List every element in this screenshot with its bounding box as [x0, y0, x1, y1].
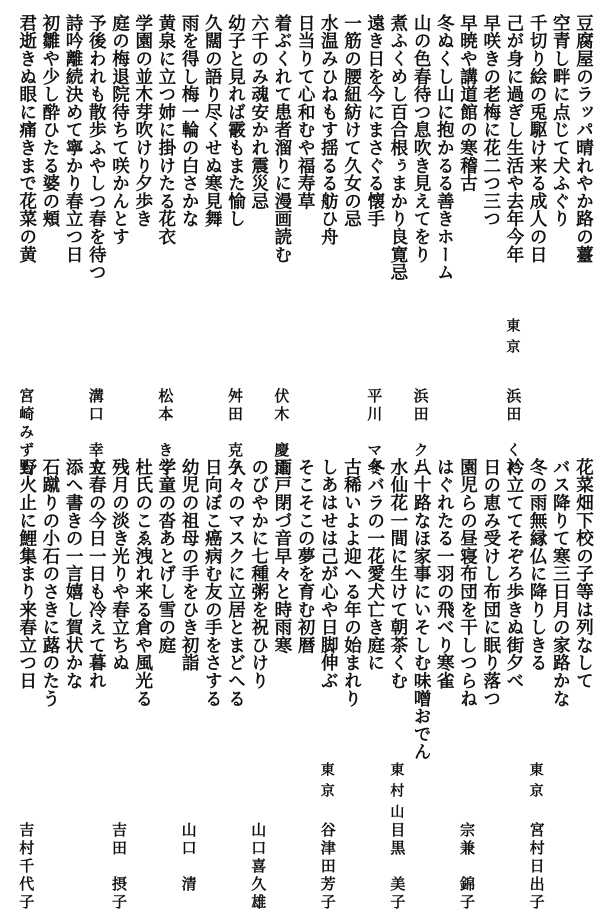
haiku-line: 着ぶくれて患者溜りに漫画読む	[271, 14, 292, 264]
haiku-line: 空青し畔に点じて犬ふぐり	[550, 14, 571, 228]
author-name: 松本 きく	[156, 388, 175, 478]
haiku-line: 幼子と見れば霰もまた愉し	[225, 14, 246, 228]
haiku-line: のびやかに七種粥を祝ひけり	[248, 458, 269, 690]
author-name: 吉村千代子	[17, 822, 36, 912]
author-location: 東村山	[388, 762, 405, 825]
haiku-line: 君逝きぬ眼に痛きまで花菜の黄	[16, 14, 37, 264]
haiku-line: 八十路なほ家事にいそしむ味噌おでん	[411, 458, 432, 761]
haiku-line: 残月の淡き光りや春立ちぬ	[109, 458, 130, 672]
haiku-line: 学園の並木芽吹けり夕歩き	[132, 14, 153, 228]
author-name: 山口喜久雄	[249, 822, 268, 912]
haiku-line: 黄泉に立つ姉に掛けたる花衣	[155, 14, 176, 246]
author-name: 山口 清	[179, 822, 198, 894]
author-name: 伏木 慶道	[272, 388, 291, 478]
haiku-line: 日向ぼこ癌病む友の手をさする	[202, 458, 223, 708]
haiku-line: 早暁や講道館の寒稽古	[457, 14, 478, 192]
haiku-line: 水温みひねもす揺るる舫ひ舟	[318, 14, 339, 246]
haiku-line: 煮ふくめし百合根ぅまかり良寛忌	[387, 14, 408, 281]
haiku-line: 遠き日を今にまさぐる懐手	[364, 14, 385, 228]
author-location: 東京	[318, 762, 335, 804]
haiku-line: 千切り絵の兎駆け来る成人の日	[527, 14, 548, 264]
author-name: 宮崎みずも	[17, 388, 36, 478]
author-name: 宗兼 錦子	[458, 822, 476, 912]
haiku-line: 詩吟離続決めて寧かり春立つ日	[63, 14, 84, 264]
haiku-line: 六千のみ魂安かれ震災忌	[248, 14, 269, 210]
author-name: 谷津田芳子	[318, 822, 337, 912]
author-name: 吉田 摂子	[110, 822, 128, 912]
haiku-line: 学童の沓あとげし雪の庭	[155, 458, 176, 654]
haiku-line: 冬ぬくし山に抱かるる善きホーム	[434, 14, 455, 281]
haiku-line: 幼児の祖母の手をひき初詣	[179, 458, 200, 672]
haiku-line: 立春の今日一日も冷えて暮れ	[86, 458, 107, 690]
haiku-line: 添へ書きの一言嬉し賀状かな	[63, 458, 84, 690]
author-name: 浜田 くに	[504, 388, 523, 478]
haiku-line: そこそこの夢を育む初暦	[295, 458, 316, 654]
haiku-line: 初雛や少し酔ひたる婆の頬	[39, 14, 60, 228]
haiku-line: 野火止に鯉集まり来春立つ日	[16, 458, 37, 690]
author-name: 浜田 クニ	[411, 388, 430, 478]
haiku-line: 雨を得し梅一輪の白さかな	[179, 14, 200, 228]
haiku-line: 一筋の腰紐紡けて久女の忌	[341, 14, 362, 228]
haiku-line: 己が身に過ぎし生活や去年今年	[503, 14, 524, 264]
haiku-line: 冬の雨無縁仏に降りしきる	[527, 458, 548, 672]
haiku-line: 山の色春待つ息吹き見えてをり	[411, 14, 432, 264]
haiku-line: 豆腐屋のラッパ晴れやか路の薹	[573, 14, 594, 264]
haiku-line: しあはせは己が心や日脚伸ぶ	[318, 458, 339, 690]
haiku-line: 早咲きの老梅に花二つ三つ	[480, 14, 501, 228]
haiku-line: はぐれたる一羽の飛べり寒雀	[434, 458, 455, 690]
author-name: 舛田 克子	[226, 388, 244, 478]
author-name: 目黒 美子	[388, 822, 407, 912]
haiku-line: バス降りて寒三日月の家路かな	[550, 458, 571, 708]
haiku-line: 日当りて心和むや福寿草	[295, 14, 316, 210]
haiku-line: 冬バラの一花愛犬亡き庭に	[364, 458, 385, 672]
haiku-line: 予後われも散歩ふやしつ春を待つ	[86, 14, 107, 281]
haiku-line: 久々のマスクに立居とまどへる	[225, 458, 246, 708]
author-location: 東京	[504, 318, 521, 360]
author-location: 東京	[527, 762, 544, 804]
haiku-line: 久闊の語り尽くせぬ寒見舞	[202, 14, 223, 228]
haiku-line: 庭の梅退院待ちて咲かんとす	[109, 14, 130, 246]
haiku-line: 杜氏のこゑ洩れ来る倉や風光る	[132, 458, 153, 708]
haiku-line: 花菜畑下校の子等は列なして	[573, 458, 594, 690]
haiku-line: 雨戸閉づ音早々と時雨寒	[271, 458, 292, 654]
haiku-line: 古稀いよよ迎へる年の始まれり	[341, 458, 362, 708]
author-name: 宮村日出子	[527, 822, 546, 912]
haiku-line: 水仙花一間に生けて朝茶くむ	[387, 458, 408, 690]
haiku-line: 園児らの昼寝布団を干しつらね	[457, 458, 478, 708]
haiku-line: 衿立ててそぞろ歩きぬ街夕べ	[503, 458, 524, 690]
author-name: 平川 マサ	[365, 388, 384, 478]
author-name: 溝口 幸夫	[86, 388, 105, 478]
haiku-line: 石蹴りの小石のさきに蕗のたう	[39, 458, 60, 708]
haiku-line: 日の恵み受けし布団に眠り落つ	[480, 458, 501, 708]
